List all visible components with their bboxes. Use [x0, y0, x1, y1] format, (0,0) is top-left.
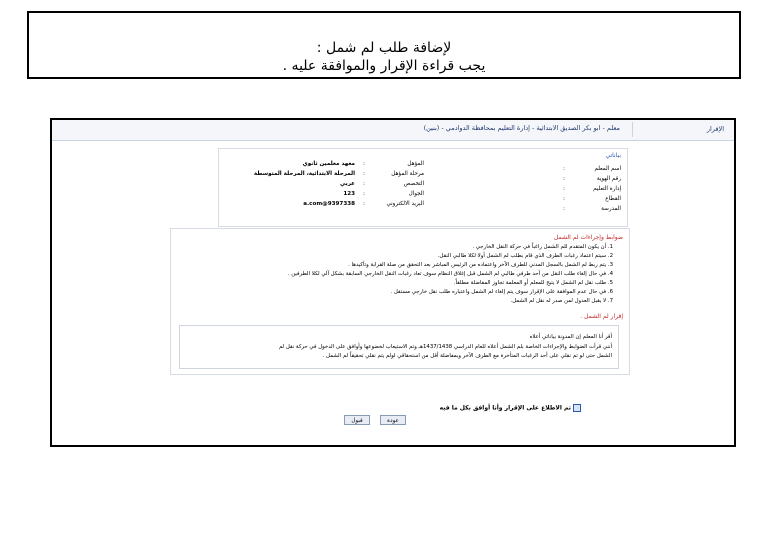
label-mobile: الجوال	[408, 191, 424, 197]
rule-item: 6. في حال عدم الموافقة على الإقرار سوف يتم إلغاء لم الشمل واعتباره طلب نقل خارجي مستقل .	[390, 289, 613, 295]
acknowledgment-line: الشمل حتى لو تم نقلي على أحد الرغبات المتأخرة مع الطرف الآخر وبمفاضلة أقل من استحقاقي لولم يتم نقلي تحقيقاً لم الشمل .	[322, 353, 612, 359]
agree-row	[440, 404, 581, 412]
rules-heading: ضوابط وإجراءات لم الشمل	[553, 234, 623, 241]
label-qualification-stage: مرحلة المؤهل	[391, 171, 424, 177]
label-email: البريد الالكتروني	[386, 201, 424, 207]
accept-button[interactable]: قبول	[344, 415, 370, 425]
acknowledgment-line: أنني قرأت الضوابط والإجراءات الخاصة بلم الشمل أعلاه للعام الدراسي 1437/1438هـ وتم الاستيعاب لخضوعها وأوافق على الدخول في حركة نقل لم	[278, 344, 612, 350]
acknowledgment-heading: إقرار لم الشمل .	[580, 313, 623, 320]
value-qualification: معهد معلمين ثانوي	[302, 161, 355, 167]
acknowledgment-line: أقر أنا المعلم إن المدونة بياناتي أعلاه	[529, 334, 612, 340]
agree-label: تم الاطلاع على الإقرار وأنا أوافق بكل ما فيه	[439, 404, 571, 412]
acknowledgment-box	[179, 325, 619, 369]
instruction-line-1: لإضافة طلب لم شمل :	[316, 40, 452, 56]
breadcrumb: معلم - ابو بكر الصديق الابتدائية - إدارة التعليم بمحافظة الدوادمي - (بنين)	[423, 124, 620, 132]
label-specialization: التخصص	[403, 181, 424, 187]
label-id-number: رقم الهوية	[596, 176, 621, 182]
rule-item: 5. طلب نقل لم الشمل لا يتيح للمعلم أو المعلمة تجاوز المفاضلة مطلقاً.	[453, 280, 613, 286]
label-sector: القطاع	[605, 196, 621, 202]
instruction-box	[27, 11, 741, 79]
rule-item: 2. سيتم اعتماد رغبات الطرف الذي قام بطلب لم الشمل أولا لكلا طالبي النقل.	[437, 253, 613, 259]
rule-item: 3. يتم ربط لم الشمل بالسجل المدني للطرف الآخر واعتماده من الرئيس المباشر بعد التحقق من صلة القرابة وتأكيدها .	[348, 262, 613, 268]
instruction-line-2: يجب قراءة الإقرار والموافقة عليه .	[282, 58, 486, 74]
rules-panel	[170, 228, 630, 375]
app-screenshot	[50, 118, 736, 447]
value-mobile: 123	[343, 191, 355, 197]
info-title: بياناتي	[605, 152, 621, 159]
value-specialization: عربي	[339, 181, 355, 187]
label-qualification: المؤهل	[407, 161, 424, 167]
label-education-dept: إدارة التعليم	[593, 186, 621, 192]
rule-item: 4. في حال إلغاء طلب النقل من أحد طرفي طالبي لم الشمل قبل إغلاق النظام سوف تعاد رغبات النقل الخارجي السابقة بشكل آلي لكلا الطرفين .	[287, 271, 613, 277]
value-email: a.com@9397338	[303, 201, 355, 207]
top-bar	[52, 120, 734, 141]
value-qualification-stage: المرحلة الابتدائية، المرحلة المتوسطة	[253, 171, 355, 177]
section-title: الإقرار	[706, 125, 724, 133]
label-teacher-name: اسم المعلم	[594, 166, 621, 172]
agree-checkbox[interactable]	[573, 404, 581, 412]
top-bar-divider	[632, 122, 633, 137]
rule-item: 1. أن يكون المتقدم للم الشمل راغباً في حركة النقل الخارجي .	[472, 244, 613, 250]
my-info-panel: بياناتي اسم المعلم رقم الهوية إدارة التعليم القطاع المدرسة : : : : : المؤهل مرحلة المؤهل التخصص الجوال البريد الالكتروني : : : : : معهد معلمين ثانوي المرحلة الابتدائية، المرحلة المتوسطة عربي 123 a.com@9397338	[218, 148, 628, 227]
back-button[interactable]: عودة	[380, 415, 406, 425]
rule-item: 7. لا يقبل العدول لمن صدر له نقل لم الشمل.	[510, 298, 613, 304]
label-school: المدرسة	[601, 206, 621, 212]
